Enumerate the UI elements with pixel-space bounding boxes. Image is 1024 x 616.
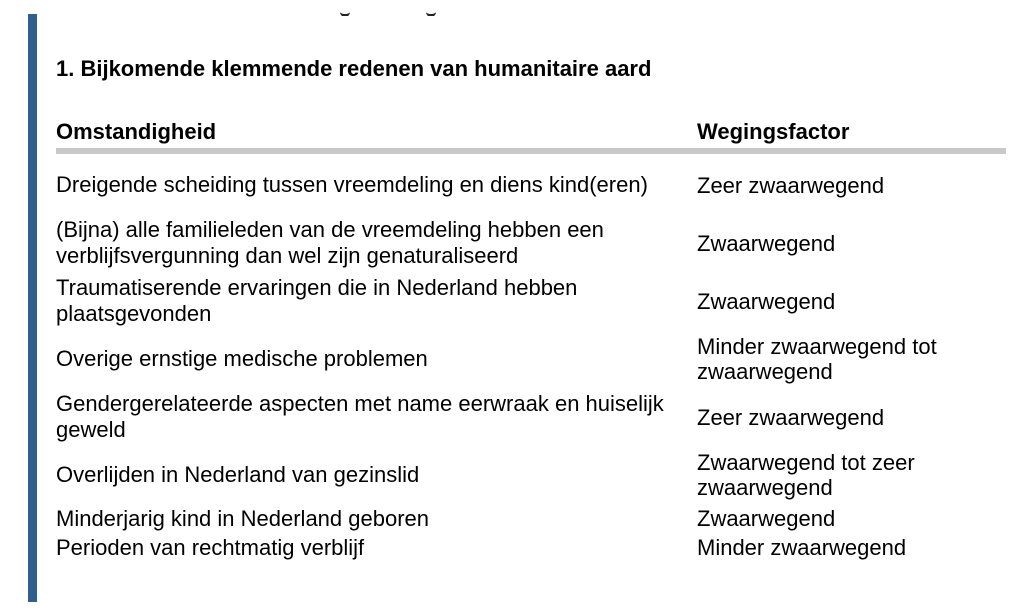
weighting-cell: Zeer zwaarwegend bbox=[697, 404, 885, 430]
weighting-cell: Zwaarwegend bbox=[697, 230, 836, 256]
weighting-cell: Zwaarwegend bbox=[697, 506, 836, 531]
table-header bbox=[56, 116, 1006, 154]
table-row bbox=[56, 156, 1006, 214]
circumstance-cell: Gendergerelateerde aspecten met name eerwraak en huiselijk geweld bbox=[56, 391, 664, 442]
column-header-wegingsfactor: Wegingsfactor bbox=[697, 119, 850, 144]
circumstance-cell: Overige ernstige medische problemen bbox=[56, 346, 428, 371]
table-row bbox=[56, 388, 1006, 446]
table-row bbox=[56, 214, 1006, 272]
weighting-cell: Zwaarwegend bbox=[697, 288, 836, 314]
table-row bbox=[56, 330, 1006, 388]
cropped-text-fragment bbox=[318, 0, 468, 16]
circumstance-cell: Overlijden in Nederland van gezinslid bbox=[56, 462, 420, 487]
circumstance-cell: (Bijna) alle familieleden van de vreemdeling hebben een verblijfsvergunning dan wel zijn genaturaliseerd bbox=[56, 217, 604, 268]
weighting-cell: Zwaarwegend tot zeer zwaarwegend bbox=[697, 450, 915, 500]
weighting-table bbox=[56, 116, 1006, 562]
circumstance-cell: Minderjarig kind in Nederland geboren bbox=[56, 505, 430, 531]
weighting-cell: Zeer zwaarwegend bbox=[697, 172, 885, 198]
left-accent-bar bbox=[28, 14, 37, 602]
table-row bbox=[56, 504, 1006, 533]
weighting-cell: Minder zwaarwegend bbox=[697, 535, 907, 560]
table-row bbox=[56, 446, 1006, 504]
table-row bbox=[56, 272, 1006, 330]
section-heading: 1. Bijkomende klemmende redenen van humanitaire aard bbox=[56, 56, 652, 81]
column-header-omstandigheid: Omstandigheid bbox=[56, 119, 217, 144]
circumstance-cell: Traumatiserende ervaringen die in Nederland hebben plaatsgevonden bbox=[56, 275, 578, 326]
table-row bbox=[56, 533, 1006, 562]
circumstance-cell: Perioden van rechtmatig verblijf bbox=[56, 534, 365, 560]
circumstance-cell: Dreigende scheiding tussen vreemdeling en diens kind(eren) bbox=[56, 172, 648, 197]
weighting-cell: Minder zwaarwegend tot zwaarwegend bbox=[697, 334, 937, 384]
